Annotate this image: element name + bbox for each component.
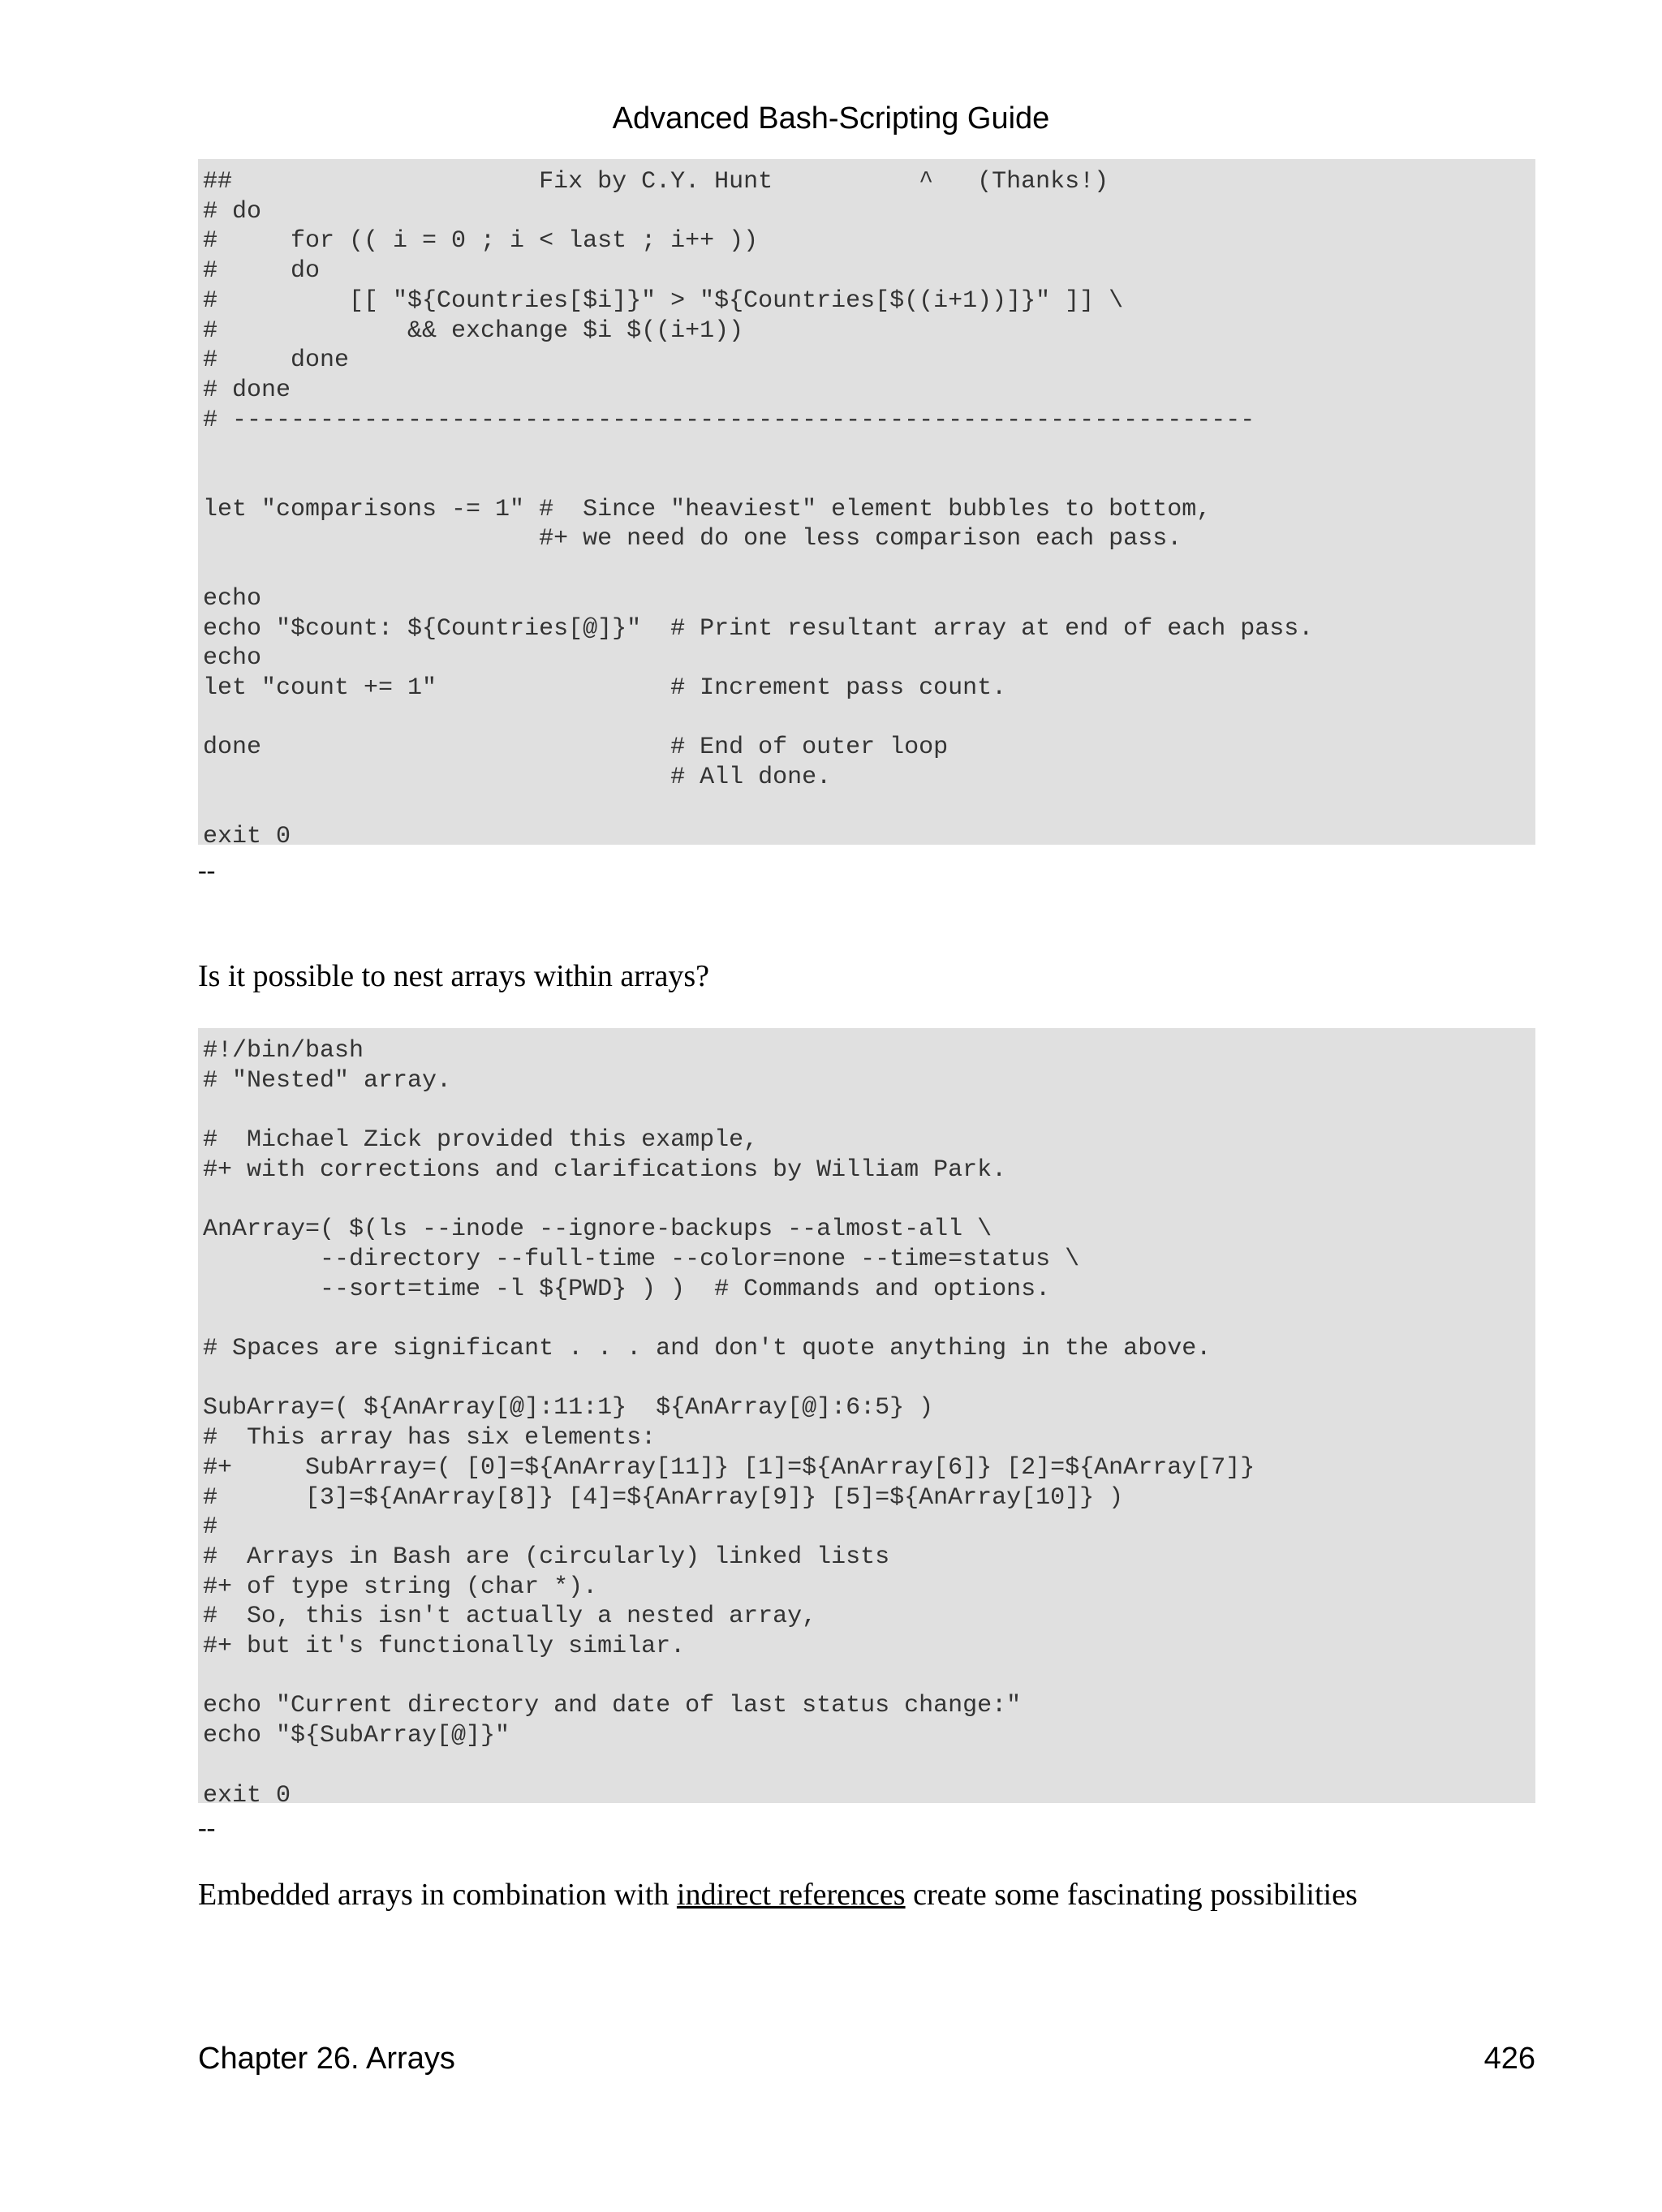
paragraph-text: Embedded arrays in combination with <box>198 1878 677 1912</box>
embedded-arrays-paragraph <box>198 1874 1535 1915</box>
question-paragraph: Is it possible to nest arrays within arrays? <box>198 959 710 993</box>
page-footer <box>198 2038 1535 2079</box>
indirect-references-link[interactable]: indirect references <box>676 1878 906 1912</box>
footer-page-number: 426 <box>1483 2042 1535 2076</box>
separator: -- <box>198 1813 216 1842</box>
footer-chapter-title: Chapter 26. Arrays <box>198 2042 455 2076</box>
page-header-title: Advanced Bash-Scripting Guide <box>612 101 1050 136</box>
code-block-bubble-sort <box>198 159 1535 851</box>
code-block-nested-array <box>198 1028 1535 1810</box>
code-listing: ## Fix by C.Y. Hunt ^ (Thanks!) # do # for (( i = 0 ; i < last ; i++ )) # do # [[ "${Countries[$i]}" > "${Countries[$((i+1))]}" ]] \ # && exchange $i $((i+1)) # done # done # ---------------------------------------------------------------------- let "comparisons -= 1" # Since "heaviest" element bubbles to bottom, #+ we need do one less comparison each pass. echo echo "$count: ${Countries[@]}" # Print resultant array at end of each pass. echo let "count += 1" # Increment pass count. done # End of outer loop # All done. exit 0 <box>203 168 1314 851</box>
code-listing: #!/bin/bash # "Nested" array. # Michael Zick provided this example, #+ with corrections and clarifications by William Park. AnArray=( $(ls --inode --ignore-backups --almost-all \ --directory --full-time --color=none --time=status \ --sort=time -l ${PWD} ) ) # Commands and options. # Spaces are significant . . . and don't quote anything in the above. SubArray=( ${AnArray[@]:11:1} ${AnArray[@]:6:5} ) # This array has six elements: #+ SubArray=( [0]=${AnArray[11]} [1]=${AnArray[6]} [2]=${AnArray[7]} # [3]=${AnArray[8]} [4]=${AnArray[9]} [5]=${AnArray[10]} ) # # Arrays in Bash are (circularly) linked lists #+ of type string (char *). # So, this isn't actually a nested array, #+ but it's functionally similar. echo "Current directory and date of last status change:" echo "${SubArray[@]}" exit 0 <box>203 1037 1255 1810</box>
paragraph-text: create some fascinating possibilities <box>905 1878 1358 1912</box>
separator: -- <box>198 855 216 884</box>
